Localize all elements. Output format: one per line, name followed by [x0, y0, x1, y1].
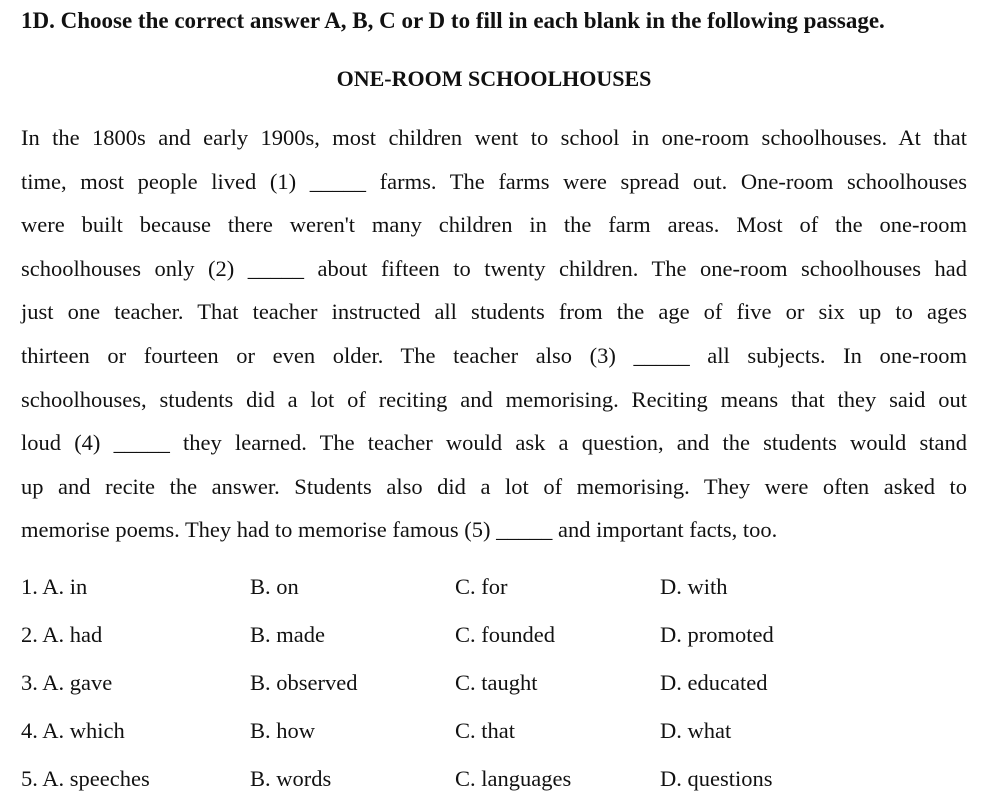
option-b: B. how [250, 718, 316, 743]
option-a: 5. A. speeches [21, 766, 150, 791]
passage-line: In the 1800s and early 1900s, most children went to school in one-room schoolhouses. At that [21, 125, 967, 150]
option-a: 2. A. had [21, 622, 103, 647]
option-b: B. words [250, 766, 332, 791]
option-d: D. what [660, 718, 732, 743]
option-b: B. on [250, 574, 299, 599]
passage-line: loud (4) _____ they learned. The teacher would ask a question, and the students would stand [21, 430, 967, 456]
passage-line: were built because there weren't many children in the farm areas. Most of the one-room [21, 212, 967, 238]
passage-line: thirteen or fourteen or even older. The teacher also (3) _____ all subjects. In one-room [21, 342, 967, 368]
option-c: C. founded [455, 622, 555, 647]
question-row [21, 664, 981, 712]
passage-line: up and recite the answer. Students also did a lot of memorising. They were often asked to [21, 473, 967, 499]
passage-title: ONE-ROOM SCHOOLHOUSES [336, 66, 652, 91]
question-row [21, 760, 981, 808]
option-a: 4. A. which [21, 718, 125, 743]
question-row [21, 616, 981, 664]
option-b: B. observed [250, 670, 358, 695]
passage-line: schoolhouses, students did a lot of reciting and memorising. Reciting means that they said out [21, 386, 967, 412]
question-row [21, 712, 981, 760]
answer-options [21, 568, 981, 808]
question-row [21, 568, 981, 616]
option-c: C. for [455, 574, 508, 599]
option-a: 1. A. in [21, 574, 88, 599]
option-c: C. taught [455, 670, 538, 695]
option-d: D. educated [660, 670, 768, 695]
passage-line: schoolhouses only (2) _____ about fifteen to twenty children. The one-room schoolhouses had [21, 255, 967, 281]
option-a: 3. A. gave [21, 670, 113, 695]
option-d: D. questions [660, 766, 773, 791]
option-d: D. with [660, 574, 728, 599]
option-c: C. languages [455, 766, 572, 791]
passage-line: memorise poems. They had to memorise famous (5) _____ and important facts, too. [21, 517, 778, 543]
passage-line: just one teacher. That teacher instructed all students from the age of five or six up to ages [21, 299, 967, 325]
passage-line: time, most people lived (1) _____ farms. The farms were spread out. One-room schoolhouses [21, 168, 967, 194]
option-d: D. promoted [660, 622, 774, 647]
exercise-instruction: 1D. Choose the correct answer A, B, C or D to fill in each blank in the following passage. [21, 8, 885, 33]
option-b: B. made [250, 622, 325, 647]
reading-passage [21, 116, 967, 552]
option-c: C. that [455, 718, 515, 743]
